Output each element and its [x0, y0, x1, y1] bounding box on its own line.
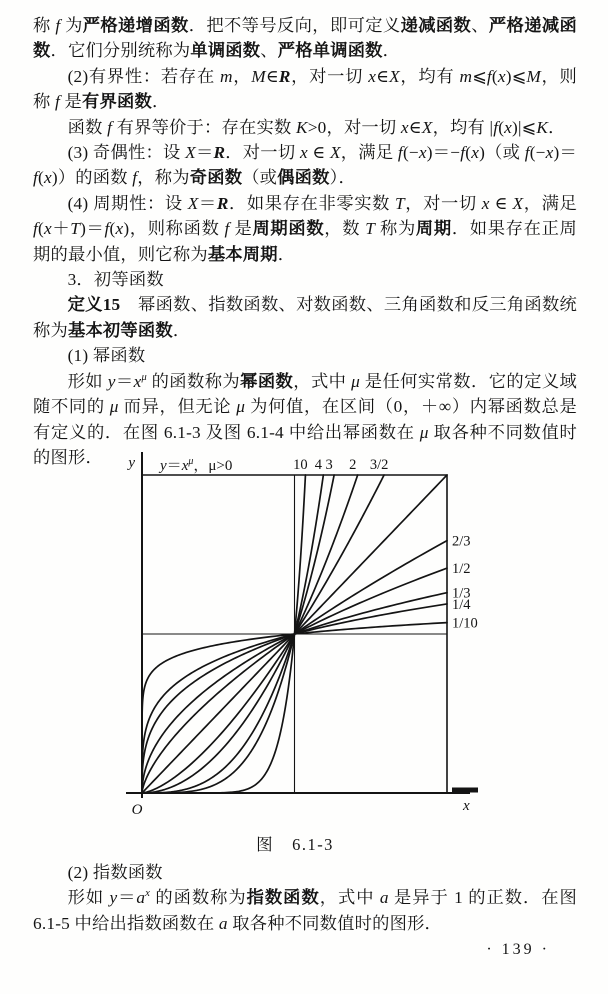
para-monotonic: 称 f 为严格递增函数．把不等号反向，即可定义递减函数、严格递减函数．它们分别统称为单调函数、严格单调函数．: [33, 16, 577, 61]
page-number: · 139 ·: [486, 941, 550, 958]
figure-caption: 图 6.1-3: [256, 835, 334, 854]
curve-label-top: 3: [325, 457, 333, 473]
para-bounded-equiv: 函数 f 有界等价于：存在实数 K>0，对一切 x∈X，均有 |f(x)|⩽K．: [67, 117, 566, 137]
x-axis-label: x: [463, 798, 470, 814]
para-parity: (3) 奇偶性：设 X＝R．对一切 x ∈ X，满足 f(−x)＝−f(x)（或 f(−x)＝f(x)）的函数 f，称为奇函数（或偶函数）．: [33, 143, 577, 188]
power-function-figure: [0, 448, 608, 856]
curve-label-top: 10: [293, 457, 308, 473]
heading-power-function: (1) 幂函数: [67, 346, 146, 366]
curve-label-top: 3/2: [369, 457, 389, 473]
figure-formula: $y=x^\mu$，μ>0: [160, 456, 233, 474]
y-axis-label: y: [128, 455, 135, 471]
body-text-top: [33, 13, 577, 470]
curve-label-top: 2: [349, 457, 357, 473]
para-definition-15: 定义15 幂函数、指数函数、对数函数、三角函数和反三角函数统称为基本初等函数．: [33, 295, 577, 340]
heading-exponential-function: (2) 指数函数: [67, 863, 163, 882]
curve-label-right: 1/3: [452, 585, 471, 602]
para-exponential-function: 形如 $y=a^x$ 的函数称为指数函数，式中 a 是异于 1 的正数．在图 6.1-5 中给出指数函数在 a 取各种不同数值时的图形．: [33, 888, 578, 933]
heading-elementary-functions: 3．初等函数: [67, 270, 164, 290]
curve-label-right: 2/3: [452, 533, 471, 550]
curve-label-top: 4: [314, 457, 323, 473]
para-periodicity: (4) 周期性：设 X＝R．如果存在非零实数 T，对一切 x ∈ X，满足 f(x＋T)＝f(x)，则称函数 f 是周期函数，数 T 称为周期．如果存在正周期的最小值，则它称为基本周期．: [33, 193, 578, 264]
para-power-function: 形如 $y=x^\mu$ 的函数称为幂函数，式中 μ 是任何实常数．它的定义域随不同的 μ 而异，但无论 μ 为何值，在区间（0，＋∞）内幂函数总是有定义的．在图 6.1-3 及图 6.1-4 中给出幂函数在 μ 取各种不同数值时的图形．: [33, 371, 578, 467]
body-text-bottom: [33, 860, 577, 936]
curve-label-right: 1/2: [452, 561, 471, 578]
curve-label-right: 1/10: [452, 615, 478, 632]
curve-label-right: 1/4: [452, 596, 471, 613]
para-bounded: (2)有界性：若存在 m，M∈R，对一切 x∈X，均有 m⩽f(x)⩽M，则称 f 是有界函数．: [33, 66, 578, 112]
origin-label: O: [131, 802, 143, 818]
